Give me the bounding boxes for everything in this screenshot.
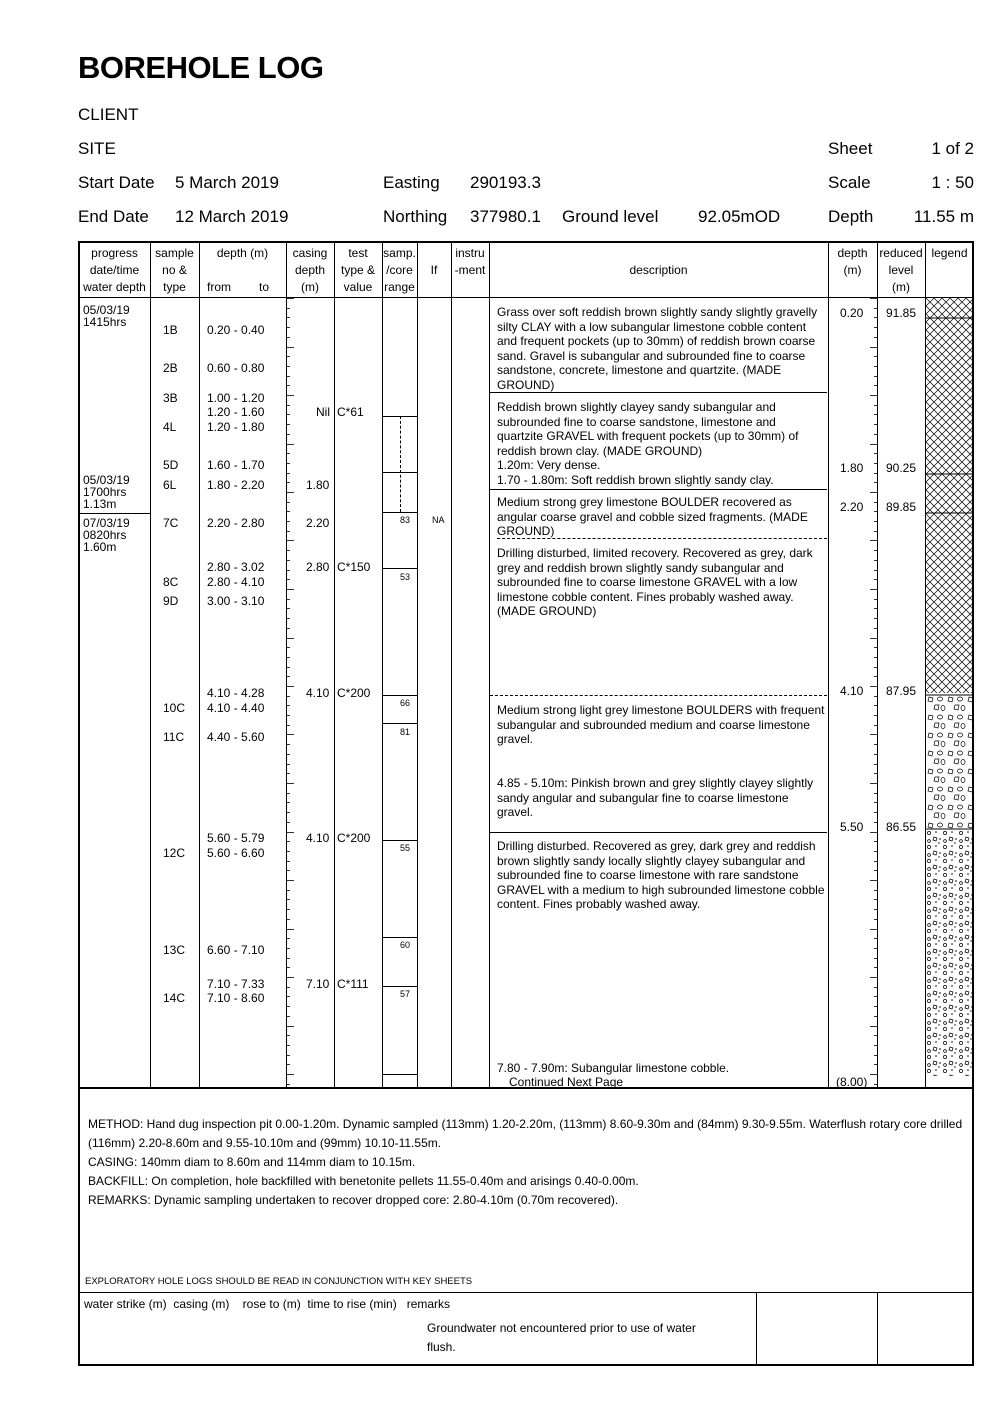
depth-label: Depth [828,207,874,226]
reduced-level: 91.85 [886,306,917,320]
ground-level-label: Ground level [562,207,659,226]
reduced-level: 89.85 [886,500,917,514]
stratum-note: 1.20m: Very dense. [497,458,601,472]
casing-note: CASING: 140mm diam to 8.60m and 114mm diam to 10.15m. [88,1155,416,1169]
casing-depth: 7.10 [306,977,330,991]
sample-no: 5D [163,458,179,472]
core-range-line [383,512,417,513]
core-recovery: 55 [400,843,411,853]
stratum-depth: 0.20 [840,306,864,320]
stratum-description: Grass over soft reddish brown slightly sandy slightly gravelly silty CLAY with a low subangular limestone cobble content and frequent pockets (up to 30mm) of reddish brown coarse sand. Gravel is subangular and subrounded fine to coarse sandstone, concrete, limestone and quartzite. (MADE GROUND) [497,305,818,392]
col-divider [451,241,452,1089]
water-table-rule [78,1292,974,1293]
sheet-value: 1 of 2 [931,139,974,158]
casing-depth: Nil [316,405,330,419]
sample-range: 4.10 - 4.28 [207,686,265,700]
col-depth-range: depth (m) [216,246,269,260]
core-recovery: 57 [400,989,411,999]
sample-range: 7.10 - 8.60 [207,991,265,1005]
col-legend: legend [931,246,968,260]
backfill-note: BACKFILL: On completion, hole backfilled with benetonite pellets 11.55-0.40m and arisings 0.40-0.00m. [88,1174,639,1188]
end-date-value: 12 March 2019 [175,207,289,226]
end-date-label: End Date [78,207,149,226]
stratum-description: Reddish brown slightly clayey sandy subangular and subrounded fine to coarse sandstone, limestone and quartzite GRAVEL with frequent pockets (up to 30mm) of reddish brown clay. (MADE GROUND) [497,400,799,458]
col-reduced-level: reduced level (m) [879,246,923,294]
casing-depth: 1.80 [306,478,330,492]
core-range-line [383,695,417,696]
stratum-depth: 1.80 [840,461,864,475]
stratum-note: 7.80 - 7.90m: Subangular limestone cobble. [497,1061,730,1075]
water-headers: water strike (m) casing (m) rose to (m) time to rise (min) remarks [84,1297,451,1311]
stratum-boundary [490,489,827,490]
core-recovery: 81 [400,727,411,737]
sample-range: 5.60 - 5.79 [207,831,265,845]
continued-next-page: Continued Next Page [509,1075,624,1089]
northing-label: Northing [383,207,448,226]
progress-entry: 05/03/19 1415hrs [83,303,130,329]
sample-range-bar [400,416,401,512]
col-to: to [259,280,270,294]
col-description: description [629,263,688,277]
stratum-depth: 2.20 [840,500,864,514]
core-recovery: 53 [400,572,411,582]
sample-no: 10C [163,701,186,715]
stratum-description: Drilling disturbed, limited recovery. Recovered as grey, dark grey and reddish brown slightly sandy subangular and subrounded fine to coarse limestone GRAVEL with a low limestone cobble content. Fines probably washed away. (MADE GROUND) [497,546,813,619]
col-depth: depth (m) [837,246,868,277]
sample-no: 3B [163,391,178,405]
sample-range: 1.20 - 1.80 [207,420,265,434]
page-title: BOREHOLE LOG [78,50,324,85]
col-divider [417,241,418,1089]
stratum-note: 1.70 - 1.80m: Soft reddish brown slightly sandy clay. [497,473,774,487]
stratum-depth: 4.10 [840,684,864,698]
easting-label: Easting [383,173,440,192]
col-casing: casing depth (m) [292,246,328,294]
stratum-depth: 5.50 [840,820,864,834]
sample-no: 12C [163,846,186,860]
casing-depth: 4.10 [306,686,330,700]
col-sample: sample no & type [155,246,194,294]
depth-value: 11.55 m [913,207,974,226]
test-value: C*61 [337,405,364,419]
col-if: If [430,263,438,277]
header-rule [78,297,974,298]
test-value: C*200 [337,831,371,845]
core-range-line [383,986,417,987]
sample-range: 0.20 - 0.40 [207,323,265,337]
core-recovery: 66 [400,698,411,708]
core-range-line [383,937,417,938]
sample-range: 3.00 - 3.10 [207,594,265,608]
col-instrument: instru -ment [454,246,486,277]
col-progress: progress date/time water depth [83,246,146,294]
water-divider [877,1292,878,1364]
sample-no: 1B [163,323,178,337]
reduced-level: 87.95 [886,684,917,698]
stratum-boundary-dashed [490,695,827,696]
sample-range: 4.40 - 5.60 [207,730,265,744]
casing-depth: 2.80 [306,560,330,574]
sample-range: 0.60 - 0.80 [207,361,265,375]
depth-scale-casing [286,298,296,1088]
core-recovery: 83 [400,515,411,525]
sample-range: 6.60 - 7.10 [207,943,265,957]
test-value: C*150 [337,560,371,574]
scale-value: 1 : 50 [931,173,974,192]
sample-no: 9D [163,594,179,608]
sample-range: 4.10 - 4.40 [207,701,265,715]
sample-no: 13C [163,943,186,957]
sample-range: 7.10 - 7.33 [207,977,265,991]
reduced-level: 86.55 [886,820,917,834]
sample-range: 1.00 - 1.20 [207,391,265,405]
client-label: CLIENT [78,105,139,124]
northing-value: 377980.1 [470,207,541,226]
core-range-line [383,723,417,724]
remarks-note: REMARKS: Dynamic sampling undertaken to recover dropped core: 2.80-4.10m (0.70m recovered). [88,1193,619,1207]
sample-range: 1.80 - 2.20 [207,478,265,492]
col-divider [828,241,829,1089]
progress-entry: 05/03/19 1700hrs 1.13m [83,473,130,511]
ground-level-value: 92.05mOD [698,207,781,226]
exploratory-note: EXPLORATORY HOLE LOGS SHOULD BE READ IN CONJUNCTION WITH KEY SHEETS [85,1276,473,1287]
easting-value: 290193.3 [470,173,541,192]
scale-label: Scale [828,173,871,192]
sample-no: 11C [163,730,185,744]
col-divider [334,241,335,1089]
sample-range: 2.80 - 4.10 [207,575,265,589]
stratum-description: Medium strong grey limestone BOULDER recovered as angular coarse gravel and cobble sized fragments. (MADE GROUND) [497,495,808,539]
sample-range: 1.60 - 1.70 [207,458,265,472]
sample-range: 5.60 - 6.60 [207,846,265,860]
stratum-description: Drilling disturbed. Recovered as grey, dark grey and reddish brown slightly sandy locally slightly clayey subangular and subrounded fine to coarse limestone with rare sandstone GRAVEL with a medium to high subrounded limestone cobble content. Fines probably washed away. [497,839,825,912]
stratum-description: Medium strong light grey limestone BOULDERS with frequent subangular and subrounded medium and coarse limestone gravel. [497,703,825,747]
stratum-note: 4.85 - 5.10m: Pinkish brown and grey slightly clayey slightly sandy angular and subangular fine to coarse limestone gravel. [497,776,814,820]
start-date-value: 5 March 2019 [175,173,279,192]
core-range-line [383,840,417,841]
test-value: C*111 [337,977,369,991]
water-remark: Groundwater not encountered prior to use of water flush. [427,1321,696,1354]
sample-no: 4L [163,420,177,434]
sample-no: 6L [163,478,177,492]
col-samp: samp. /core range [383,246,416,294]
strata-legend [926,298,973,1088]
col-from: from [207,280,231,294]
sample-no: 2B [163,361,178,375]
casing-depth: 4.10 [306,831,330,845]
sample-range: 1.20 - 1.60 [207,405,265,419]
col-divider [489,241,490,1089]
sample-no: 14C [163,991,186,1005]
sample-range: 2.80 - 3.02 [207,560,265,574]
sample-range: 2.20 - 2.80 [207,516,265,530]
col-divider [382,241,383,1089]
water-divider [756,1292,757,1364]
sheet-label: Sheet [828,139,873,158]
reduced-level: 90.25 [886,461,917,475]
core-range-line [383,568,417,569]
test-value: C*200 [337,686,371,700]
method-note: METHOD: Hand dug inspection pit 0.00-1.20m. Dynamic sampled (113mm) 1.20-2.20m, (113mm) 8.60-9.30m and (84mm) 9.30-9.55m. Waterflush rotary core drilled (116mm) 2.20-8.60m and 9.55-10.10m and (99mm) 10.10-11.55m. [88,1117,963,1150]
start-date-label: Start Date [78,173,155,192]
if-value: NA [432,515,445,525]
sample-no: 8C [163,575,179,589]
col-divider [150,241,151,1089]
stratum-depth: (8.00) [836,1075,868,1089]
col-test: test type & value [340,246,376,294]
core-range-line [383,1074,417,1075]
core-recovery: 60 [400,940,411,950]
site-label: SITE [78,139,116,158]
progress-rule [78,513,150,514]
col-divider [199,241,200,1089]
stratum-boundary [490,832,827,833]
progress-entry: 07/03/19 0820hrs 1.60m [83,516,130,554]
casing-depth: 2.20 [306,516,330,530]
depth-scale-level [870,298,878,1088]
sample-no: 7C [163,516,179,530]
